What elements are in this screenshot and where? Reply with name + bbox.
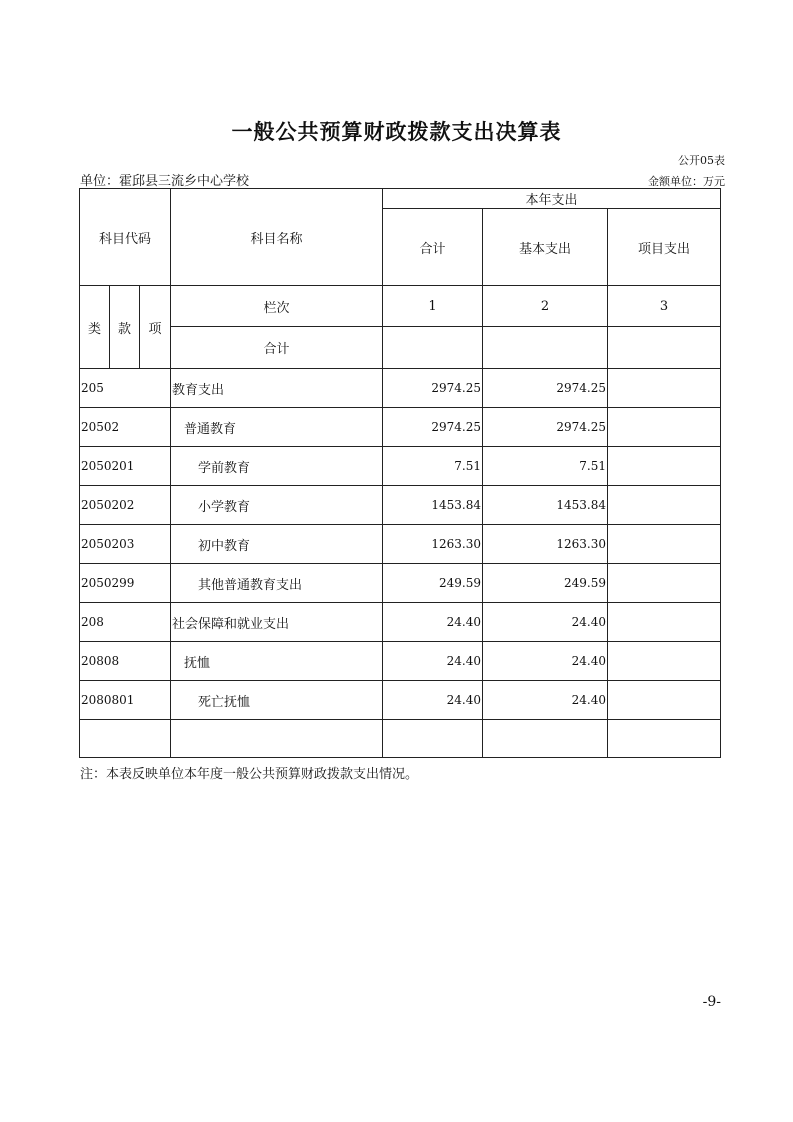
row-code: 208 xyxy=(80,603,171,642)
row-name: 其他普通教育支出 xyxy=(171,564,383,603)
header-project: 项目支出 xyxy=(608,209,721,286)
table-row xyxy=(80,369,721,408)
row-project xyxy=(608,603,721,642)
row-code: 20808 xyxy=(80,642,171,681)
header-current-year: 本年支出 xyxy=(383,189,721,209)
row-basic: 24.40 xyxy=(483,642,608,681)
row-basic: 24.40 xyxy=(483,603,608,642)
table-row xyxy=(80,681,721,720)
row-project xyxy=(608,486,721,525)
row-code: 2050299 xyxy=(80,564,171,603)
row-total: 7.51 xyxy=(383,447,483,486)
row-total: 24.40 xyxy=(383,642,483,681)
reporting-unit: 单位：霍邱县三流乡中心学校 xyxy=(80,174,250,189)
row-total: 2974.25 xyxy=(383,369,483,408)
header-basic: 基本支出 xyxy=(483,209,608,286)
row-basic: 249.59 xyxy=(483,564,608,603)
row-basic xyxy=(483,720,608,758)
table-row xyxy=(80,447,721,486)
sum-total-cell xyxy=(383,327,483,369)
row-total: 2974.25 xyxy=(383,408,483,447)
header-section: 款 xyxy=(110,286,140,369)
header-col1: 1 xyxy=(383,286,483,327)
page-title: 一般公共预算财政拨款支出决算表 xyxy=(231,120,562,144)
header-col3: 3 xyxy=(608,286,721,327)
row-name: 抚恤 xyxy=(171,642,383,681)
row-basic: 2974.25 xyxy=(483,369,608,408)
header-subject-name: 科目名称 xyxy=(171,189,383,286)
header-class: 类 xyxy=(80,286,110,369)
sum-basic-cell xyxy=(483,327,608,369)
row-code: 2080801 xyxy=(80,681,171,720)
table-row xyxy=(80,486,721,525)
row-code: 2050203 xyxy=(80,525,171,564)
row-total: 249.59 xyxy=(383,564,483,603)
table-row xyxy=(80,525,721,564)
row-total: 24.40 xyxy=(383,603,483,642)
row-total xyxy=(383,720,483,758)
sum-project-cell xyxy=(608,327,721,369)
table-row xyxy=(80,408,721,447)
row-name: 教育支出 xyxy=(171,369,383,408)
row-project xyxy=(608,564,721,603)
table-row xyxy=(80,564,721,603)
header-col2: 2 xyxy=(483,286,608,327)
row-project xyxy=(608,642,721,681)
row-name: 死亡抚恤 xyxy=(171,681,383,720)
row-name: 普通教育 xyxy=(171,408,383,447)
row-basic: 7.51 xyxy=(483,447,608,486)
row-project xyxy=(608,408,721,447)
row-project xyxy=(608,447,721,486)
row-basic: 2974.25 xyxy=(483,408,608,447)
table-note: 注：本表反映单位本年度一般公共预算财政拨款支出情况。 xyxy=(80,767,419,782)
table-row xyxy=(80,642,721,681)
row-basic: 1263.30 xyxy=(483,525,608,564)
row-code xyxy=(80,720,171,758)
row-project xyxy=(608,681,721,720)
header-total: 合计 xyxy=(383,209,483,286)
row-name: 小学教育 xyxy=(171,486,383,525)
row-name: 初中教育 xyxy=(171,525,383,564)
row-name: 社会保障和就业支出 xyxy=(171,603,383,642)
row-code: 2050201 xyxy=(80,447,171,486)
form-number: 公开05表 xyxy=(678,154,725,167)
page-number: -9- xyxy=(702,994,721,1010)
row-code: 205 xyxy=(80,369,171,408)
row-name xyxy=(171,720,383,758)
row-name: 学前教育 xyxy=(171,447,383,486)
table-row xyxy=(80,720,721,758)
row-code: 2050202 xyxy=(80,486,171,525)
row-total: 1453.84 xyxy=(383,486,483,525)
row-basic: 1453.84 xyxy=(483,486,608,525)
header-item: 项 xyxy=(140,286,171,369)
row-basic: 24.40 xyxy=(483,681,608,720)
row-project xyxy=(608,525,721,564)
expenditure-table xyxy=(79,188,721,758)
header-column-no: 栏次 xyxy=(171,286,383,327)
header-sum-label: 合计 xyxy=(171,327,383,369)
table-row xyxy=(80,603,721,642)
row-code: 20502 xyxy=(80,408,171,447)
row-project xyxy=(608,369,721,408)
row-project xyxy=(608,720,721,758)
row-total: 1263.30 xyxy=(383,525,483,564)
header-subject-code: 科目代码 xyxy=(80,189,171,286)
amount-unit: 金额单位：万元 xyxy=(648,175,725,188)
row-total: 24.40 xyxy=(383,681,483,720)
